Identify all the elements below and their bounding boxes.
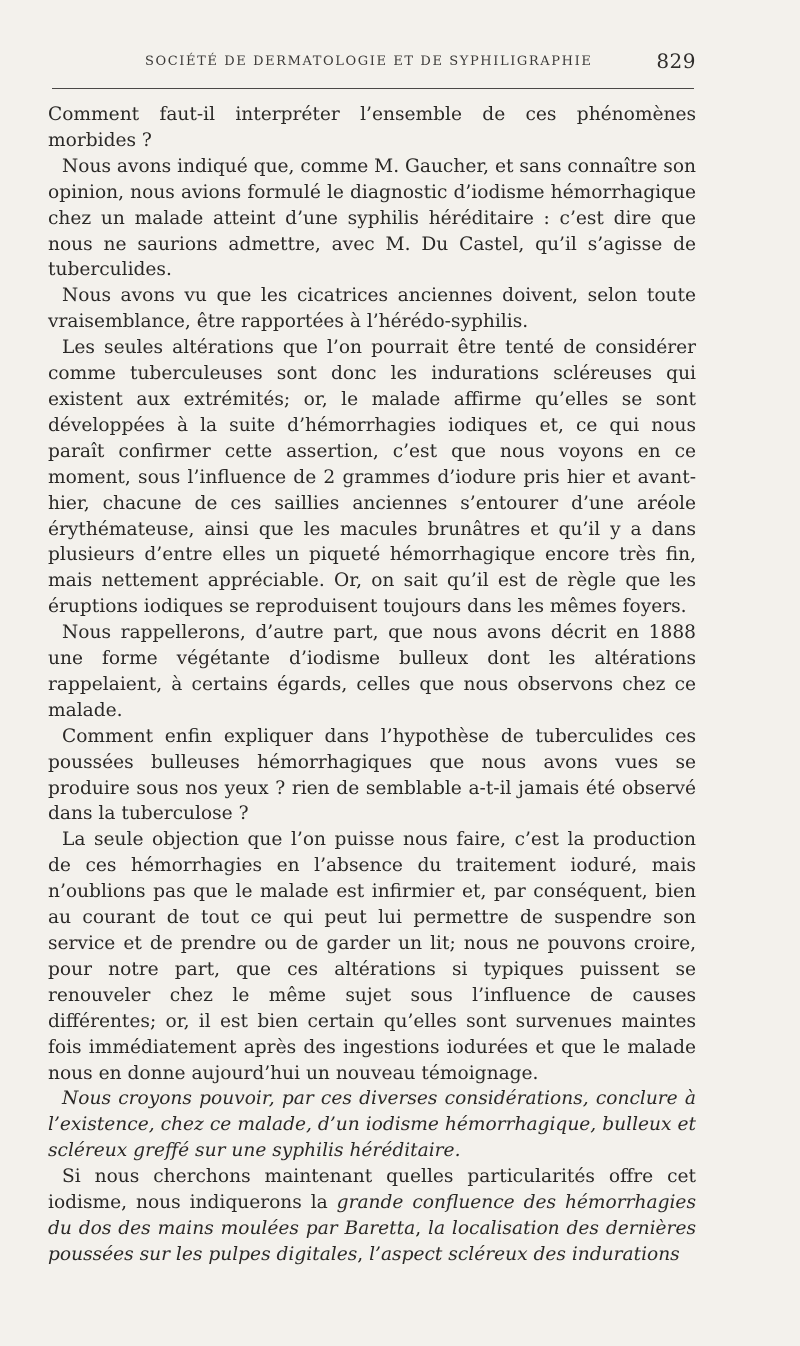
paragraph-indurations: Les seules altérations que l’on pourrait être tenté de considérer comme tuberculeuses sont donc les indurations scléreuses qui existent aux extrémités; or, le malade affirme qu’elles se sont développées à la suite d’hémorrhagies iodiques et, ce qui nous paraît confirmer cette assertion, c’est que nous voyons en ce moment, sous l’influence de 2 grammes d’iodure pris hier et avant-hier, chacune de ces saillies anciennes s’entourer d’une aréole érythémateuse, ainsi que les macules brunâtres et qu’il y a dans plusieurs d’entre elles un piqueté hémorrhagique encore très fin, mais nettement appréciable. Or, on sait qu’il est de règle que les éruptions iodiques se reproduisent toujours dans les mêmes foyers. (48, 337, 696, 618)
paragraph-objection: La seule objection que l’on puisse nous faire, c’est la production de ces hémorrhagies en l’absence du traitement ioduré, mais n’oublions pas que le malade est infirmier et, par conséquent, bien au courant de tout ce qui peut lui permettre de suspendre son service et de prendre ou de garder un lit; nous ne pouvons croire, pour notre part, que ces altérations si typiques puissent se renouveler chez le même sujet sous l’influence de causes différentes; or, il est bien certain qu’elles sont survenues maintes fois immédiatement après des ingestions iodurées et que le malade nous en donne aujourd’hui un nouveau témoignage. (48, 829, 696, 1084)
separator-1: , (415, 1217, 428, 1239)
conclusion-italic: Nous croyons pouvoir, par ces diverses considérations, conclure à l’existence, chez ce malade, d’un iodisme hémorrhagique, bulleux et scléreux greffé sur une syphilis héréditaire. (48, 1088, 696, 1162)
page-number: 829 (656, 49, 696, 73)
header-rule (52, 88, 694, 89)
paragraph-particularities (48, 1164, 696, 1268)
paragraph-scars: Nous avons vu que les cicatrices anciennes doivent, selon toute vraisemblance, être rapportées à l’hérédo-syphilis. (48, 285, 696, 333)
paragraph-diagnosis: Nous avons indiqué que, comme M. Gaucher, et sans connaître son opinion, nous avions formulé le diagnostic d’iodisme hémorrhagique chez un malade atteint d’une syphilis héréditaire : c’est dire que nous ne saurions admettre, avec M. Du Castel, qu’il s’agisse de tuberculides. (48, 155, 697, 281)
emphasis-localisation: la localisation des dernières poussées sur les pulpes digitales (48, 1217, 696, 1265)
body-text (48, 102, 696, 1268)
paragraph-conclusion (48, 1086, 696, 1164)
emphasis-aspect: l’aspect scléreux des indurations (369, 1243, 680, 1265)
emphasis-confluence: grande confluence des hémorrhagies du dos des mains moulées par Baretta (48, 1192, 696, 1239)
running-head (100, 50, 700, 74)
paragraph-bullous: Comment enfin expliquer dans l’hypothèse de tuberculides ces poussées bulleuses hémorrhagiques que nous avons vues se produire sous nos yeux ? rien de semblable a-t-il jamais été observé dans la tuberculose ? (48, 725, 696, 825)
running-title: SOCIÉTÉ DE DERMATOLOGIE ET DE SYPHILIGRAPHIE (145, 54, 593, 69)
particularities-lead: Si nous cherchons maintenant quelles particularités offre cet iodisme, nous indiquerons la (48, 1166, 696, 1214)
paragraph-1888: Nous rappellerons, d’autre part, que nous avons décrit en 1888 une forme végétante d’iodisme bulleux dont les altérations rappelaient, à certains égards, celles que nous observons chez ce malade. (48, 622, 696, 721)
paragraph-question: Comment faut-il interpréter l’ensemble de ces phénomènes morbides ? (48, 104, 696, 151)
separator-2: , (357, 1243, 370, 1265)
